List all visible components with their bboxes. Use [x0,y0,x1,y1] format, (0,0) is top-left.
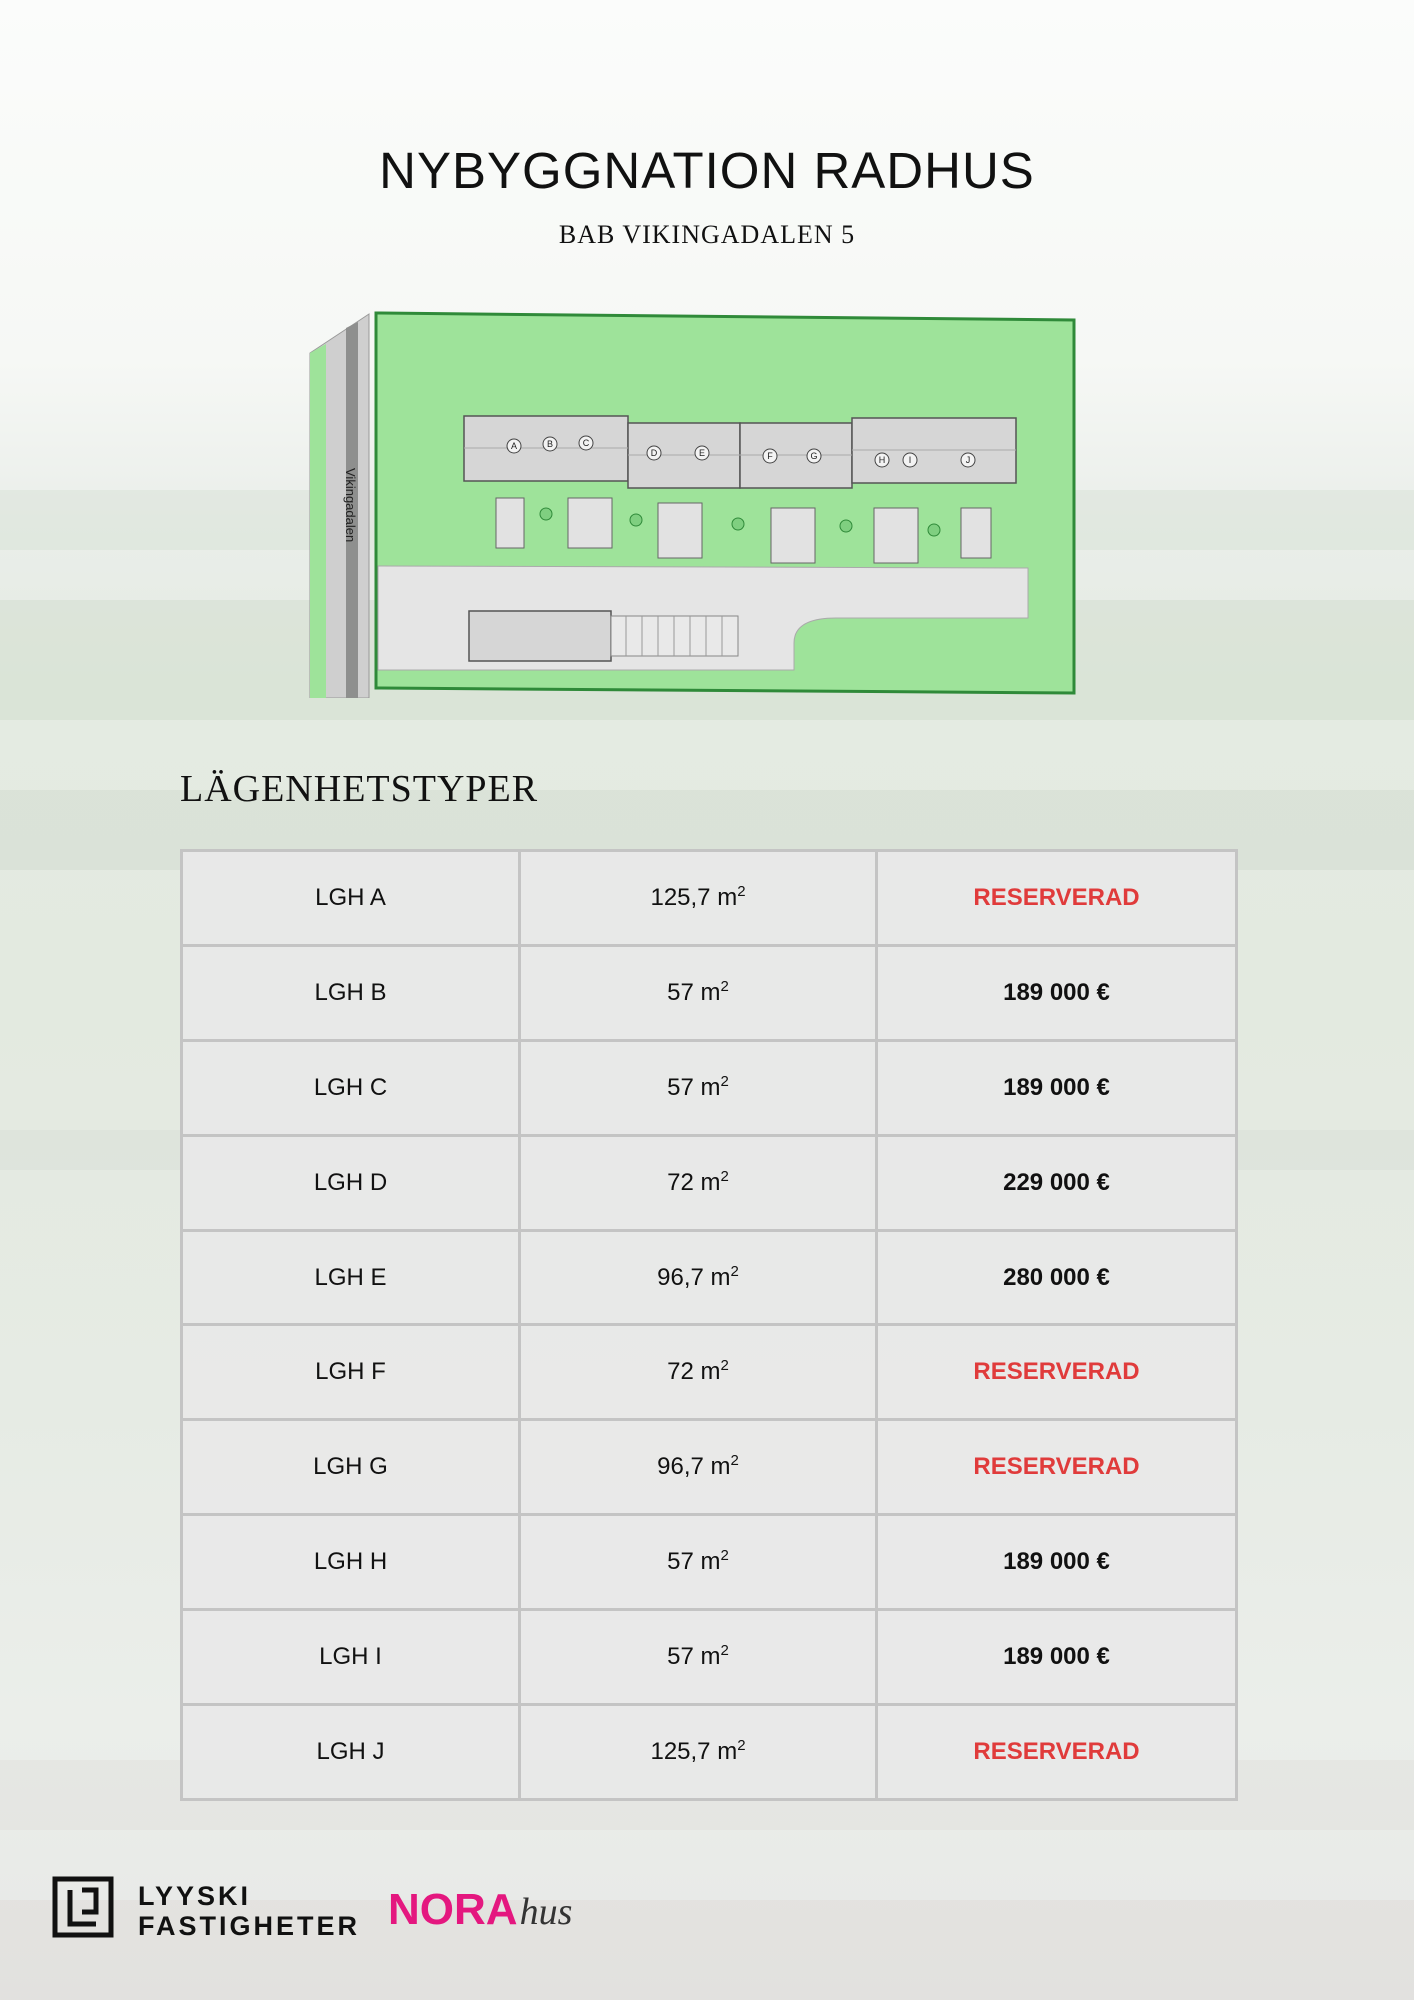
section-heading: LÄGENHETSTYPER [180,768,539,810]
unit-name-cell: LGH D [182,1135,520,1230]
area-cell [520,1135,877,1230]
area-unit-exponent: 2 [737,1737,746,1754]
area-cell [520,1610,877,1705]
unit-letter: F [767,451,773,461]
unit-name-cell: LGH H [182,1515,520,1610]
patio [874,508,918,563]
unit-name-cell: LGH J [182,1705,520,1800]
area-value: 57 m [667,1643,721,1671]
area-unit-exponent: 2 [720,1357,729,1375]
site-plan-map [306,298,1078,698]
price-cell: 189 000 € [877,945,1237,1040]
lyyski-line2: FASTIGHETER [138,1911,361,1941]
tree [840,520,852,532]
area-value: 57 m [667,1548,721,1576]
unit-letter: H [878,455,886,465]
norahus-suffix: hus [519,1891,573,1933]
area-unit-exponent: 2 [720,1072,729,1090]
area-value: 125,7 m [650,1738,738,1765]
table-row [182,1135,1237,1230]
patio [961,508,991,558]
area-unit-exponent: 2 [720,1642,729,1660]
area-cell [520,1325,877,1420]
price-cell: 189 000 € [877,1040,1237,1135]
price-cell: 189 000 € [877,1515,1237,1610]
unit-name-cell: LGH C [182,1040,520,1135]
table-row [182,1040,1237,1135]
table-row [182,1420,1237,1515]
price-cell: 280 000 € [877,1230,1237,1325]
unit-letter: I [908,455,912,465]
table-row [182,1610,1237,1705]
area-unit-exponent: 2 [720,977,729,995]
tree [630,514,642,526]
reserved-status-cell: RESERVERAD [877,1325,1237,1420]
footer-logos [52,1876,612,1940]
unit-name-cell: LGH F [182,1325,520,1420]
area-unit-exponent: 2 [720,1547,729,1565]
reserved-status-cell: RESERVERAD [877,851,1237,946]
table-row [182,1230,1237,1325]
area-unit-exponent: 2 [737,882,746,900]
carport-building [469,611,611,661]
area-value: 72 m [667,1168,721,1196]
apartment-types-table [180,849,1238,1801]
unit-name-cell: LGH G [182,1420,520,1515]
area-value: 57 m [667,978,721,1006]
table-row [182,1515,1237,1610]
tree [540,508,552,520]
unit-letter: E [698,448,706,458]
price-cell: 229 000 € [877,1135,1237,1230]
patio [771,508,815,563]
area-cell [520,945,877,1040]
area-unit-exponent: 2 [730,1452,739,1470]
page-subtitle: BAB VIKINGADALEN 5 [558,220,856,249]
area-value: 57 m [667,1073,721,1101]
area-unit-exponent: 2 [720,1167,729,1185]
patio [658,503,702,558]
area-cell [520,1515,877,1610]
table-row [182,1325,1237,1420]
tree [732,518,744,530]
unit-letter: J [965,455,971,465]
unit-name-cell: LGH I [182,1610,520,1705]
area-cell [520,1705,877,1800]
reserved-status-cell: RESERVERAD [877,1705,1237,1800]
page-title: NYBYGGNATION RADHUS [379,142,1035,199]
area-cell [520,1230,877,1325]
patio [568,498,612,548]
area-unit-exponent: 2 [730,1262,739,1280]
street-verge [310,344,326,698]
unit-letter: C [582,438,590,448]
reserved-status-cell: RESERVERAD [877,1420,1237,1515]
unit-letter: B [546,439,554,449]
table-row [182,945,1237,1040]
lyyski-line1: LYYSKI [138,1881,252,1911]
table-row [182,1705,1237,1800]
unit-name-cell: LGH B [182,945,520,1040]
unit-name-cell: LGH E [182,1230,520,1325]
price-cell: 189 000 € [877,1610,1237,1705]
table-row [182,851,1237,946]
area-value: 125,7 m [650,883,738,911]
area-value: 96,7 m [657,1453,731,1481]
unit-letter: A [510,441,518,451]
unit-name-cell: LGH A [182,851,520,946]
norahus-main: NORA [388,1885,518,1934]
unit-letter: D [650,448,658,458]
area-cell [520,1040,877,1135]
unit-letter: G [810,451,818,461]
norahus-logo [388,1885,573,1934]
area-value: 96,7 m [657,1263,731,1291]
lyyski-logo-icon [52,1876,114,1938]
patio [496,498,524,548]
area-cell [520,1420,877,1515]
street-label: Vikingadalen [343,468,358,543]
lyyski-wordmark [138,1881,360,1941]
tree [928,524,940,536]
area-value: 72 m [667,1358,721,1386]
area-cell [520,851,877,946]
